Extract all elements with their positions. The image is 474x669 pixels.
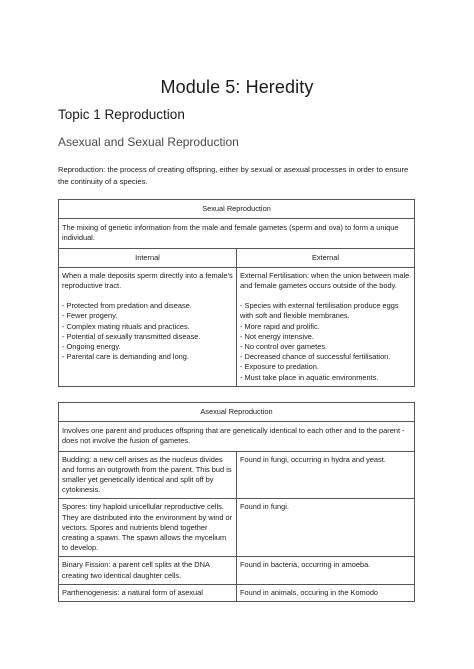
external-column-header: External [237, 248, 415, 267]
occurrence-cell: Found in fungi, occurring in hydra and yeast. [237, 451, 415, 499]
table-row [59, 499, 415, 557]
external-point: - Must take place in aquatic environments. [240, 372, 379, 382]
topic-heading: Topic 1 Reproduction [58, 107, 185, 122]
external-point: - Exposure to predation. [240, 362, 319, 372]
internal-cell [59, 267, 237, 386]
internal-point: - Ongoing energy. [62, 342, 121, 352]
table-row [59, 557, 415, 584]
occurrence-cell: Found in bacteria, occurring in amoeba. [237, 557, 415, 584]
table-row [59, 451, 415, 499]
asexual-reproduction-table [58, 402, 415, 602]
asexual-table-header: Asexual Reproduction [59, 403, 415, 422]
external-point: - No control over gametes. [240, 342, 328, 352]
reproduction-definition: Reproduction: the process of creating offspring, either by sexual or asexual processes in order to ensure the continuity of a species. [58, 165, 409, 186]
external-cell [237, 267, 415, 386]
external-point: - Species with external fertilisation produce eggs with soft and flexible membranes. [240, 301, 399, 321]
external-point: - More rapid and prolific. [240, 321, 320, 331]
method-cell: Binary Fission: a parent cell splits at the DNA creating two identical daughter cells. [59, 557, 237, 584]
internal-point: - Complex mating rituals and practices. [62, 321, 190, 331]
occurrence-cell: Found in animals, occuring in the Komodo [237, 584, 415, 601]
method-cell: Spores: tiny haploid unicellular reproductive cells. They are distributed into the environment by wind or vectors. Spores and nutrients blend together creating a spawn. The spawn allows the mycelium to develop. [59, 499, 237, 557]
internal-column-header: Internal [59, 248, 237, 267]
external-point: - Not energy intensive. [240, 331, 314, 341]
internal-point: - Parental care is demanding and long. [62, 352, 189, 362]
external-definition: External Fertilisation: when the union between male and female gametes occurs outside of the body. [240, 270, 410, 291]
asexual-table-description: Involves one parent and produces offspring that are genetically identical to each other and to the parent - does not involve the fusion of gametes. [59, 422, 415, 451]
sexual-table-header: Sexual Reproduction [59, 200, 415, 219]
internal-definition: When a male deposits sperm directly into a female’s reproductive tract. [62, 270, 233, 291]
internal-point: - Fewer progeny. [62, 311, 118, 321]
method-cell: Budding: a new cell arises as the nucleus divides and forms an outgrowth from the parent. This bud is smaller yet genetically identical and split off by cytokinesis. [59, 451, 237, 499]
method-cell: Parthenogenesis: a natural form of asexual [59, 584, 237, 601]
subtopic-heading: Asexual and Sexual Reproduction [58, 135, 239, 149]
occurrence-cell: Found in fungi. [237, 499, 415, 557]
table-row [59, 584, 415, 601]
internal-point: - Protected from predation and disease. [62, 301, 192, 311]
page-title: Module 5: Heredity [160, 77, 314, 97]
sexual-table-description: The mixing of genetic information from the male and female gametes (sperm and ova) to form a unique individual. [59, 219, 415, 248]
sexual-reproduction-table [58, 199, 415, 387]
external-point: - Decreased chance of successful fertilisation. [240, 352, 391, 362]
internal-point: - Potential of sexually transmitted disease. [62, 331, 201, 341]
